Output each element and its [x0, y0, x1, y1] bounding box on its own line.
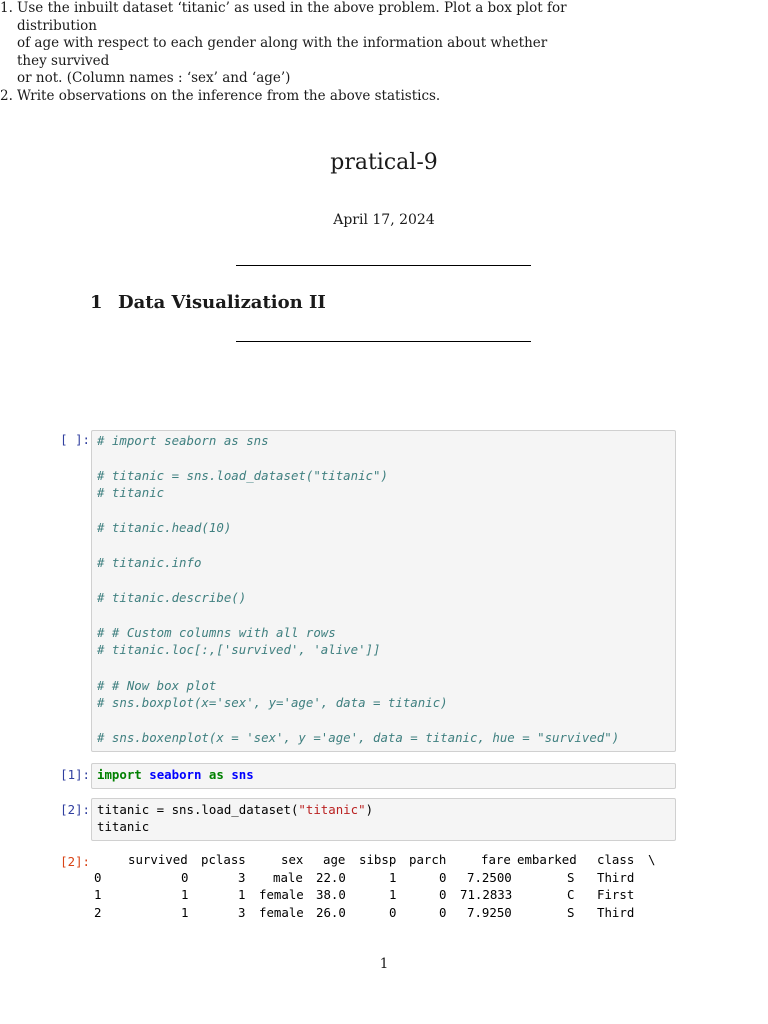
cell-prompt: [ ]:	[60, 432, 90, 447]
code-line: # titanic = sns.load_dataset("titanic")	[97, 468, 388, 483]
column-header: \	[648, 852, 656, 867]
code-line: # titanic.loc[:,['survived', 'alive']]	[97, 642, 381, 657]
code-text: titanic = sns.load_dataset(	[97, 802, 299, 817]
task-line: Write observations on the inference from the above statistics.	[17, 87, 441, 104]
cell-value: 0	[389, 904, 397, 920]
column-header: embarked	[517, 852, 577, 867]
cell-value: 7.2500	[467, 869, 512, 885]
document-title: pratical-9	[330, 150, 438, 175]
code-line: # titanic.describe()	[97, 590, 247, 605]
document-date: April 17, 2024	[333, 212, 435, 228]
module-name: seaborn	[149, 767, 202, 782]
column-header: class	[597, 852, 635, 867]
column-header: pclass	[201, 852, 246, 867]
row-index: 1	[94, 887, 102, 903]
task-index: 1.	[0, 0, 13, 16]
task-line: Use the inbuilt dataset ‘titanic’ as used in the above problem. Plot a box plot for distribution	[17, 0, 567, 34]
code-text: )	[365, 802, 374, 817]
keyword-as: as	[208, 767, 224, 782]
keyword-import: import	[97, 767, 142, 782]
cell-value: 1	[181, 887, 189, 903]
cell-value: 38.0	[316, 887, 346, 903]
cell-value: First	[597, 887, 635, 903]
row-index: 2	[94, 904, 102, 920]
cell-value: Third	[597, 904, 635, 920]
cell-value: 1	[389, 887, 397, 903]
cell-value: female	[259, 887, 304, 903]
cell-value: 0	[439, 887, 447, 903]
page-number: 1	[379, 956, 389, 972]
cell-value: 1	[389, 869, 397, 885]
column-header: survived	[128, 852, 188, 867]
code-line: # import seaborn as sns	[97, 433, 269, 448]
cell-value: male	[273, 869, 303, 885]
cell-value: 0	[181, 869, 189, 885]
cell-value: S	[567, 869, 575, 885]
cell-prompt: [1]:	[60, 767, 90, 782]
code-line	[97, 767, 254, 782]
cell-value: C	[567, 887, 575, 903]
cell-value: 1	[238, 887, 246, 903]
section-title: Data Visualization II	[118, 292, 326, 313]
code-line: titanic	[97, 819, 150, 834]
code-line: # # Now box plot	[97, 678, 217, 693]
code-line: # # Custom columns with all rows	[97, 625, 336, 640]
code-line: # sns.boxplot(x='sex', y='age', data = titanic)	[97, 695, 448, 710]
code-cell-load[interactable]	[91, 798, 676, 841]
output-prompt: [2]:	[60, 854, 90, 869]
cell-value: 22.0	[316, 869, 346, 885]
code-line	[97, 802, 373, 817]
task-item	[0, 88, 572, 106]
cell-value: 26.0	[316, 904, 346, 920]
output-row	[91, 870, 676, 888]
column-header: sibsp	[359, 852, 397, 867]
row-index: 0	[94, 869, 102, 885]
section-number: 1	[90, 292, 103, 313]
task-line: of age with respect to each gender along with the information about whether they survived	[17, 35, 548, 69]
cell-value: Third	[597, 869, 635, 885]
cell-value: 3	[238, 904, 246, 920]
cell-value: S	[567, 904, 575, 920]
column-header: sex	[281, 852, 304, 867]
cell-value: 7.9250	[467, 904, 512, 920]
task-index: 2.	[0, 87, 13, 104]
cell-value: 71.2833	[460, 887, 513, 903]
task-list	[0, 0, 572, 106]
cell-prompt: [2]:	[60, 802, 90, 817]
divider-top	[236, 265, 531, 266]
output-row	[91, 905, 676, 923]
code-line: # sns.boxenplot(x = 'sex', y ='age', data = titanic, hue = "survived")	[97, 730, 620, 745]
code-cell-comments[interactable]	[91, 430, 676, 752]
cell-value: female	[259, 904, 304, 920]
output-row	[91, 887, 676, 905]
output-header-row	[91, 852, 676, 870]
task-item	[0, 0, 572, 88]
column-header: age	[323, 852, 346, 867]
cell-value: 0	[439, 904, 447, 920]
code-cell-import[interactable]	[91, 763, 676, 789]
code-line: # titanic.info	[97, 555, 202, 570]
divider-bottom	[236, 341, 531, 342]
column-header: parch	[409, 852, 447, 867]
code-line: # titanic	[97, 485, 165, 500]
code-line: # titanic.head(10)	[97, 520, 232, 535]
task-line: or not. (Column names : ‘sex’ and ‘age’)	[17, 70, 291, 87]
string-literal: "titanic"	[298, 802, 366, 817]
cell-value: 1	[181, 904, 189, 920]
cell-value: 0	[439, 869, 447, 885]
section-heading	[90, 292, 326, 313]
cell-value: 3	[238, 869, 246, 885]
column-header: fare	[481, 852, 511, 867]
module-alias: sns	[231, 767, 254, 782]
